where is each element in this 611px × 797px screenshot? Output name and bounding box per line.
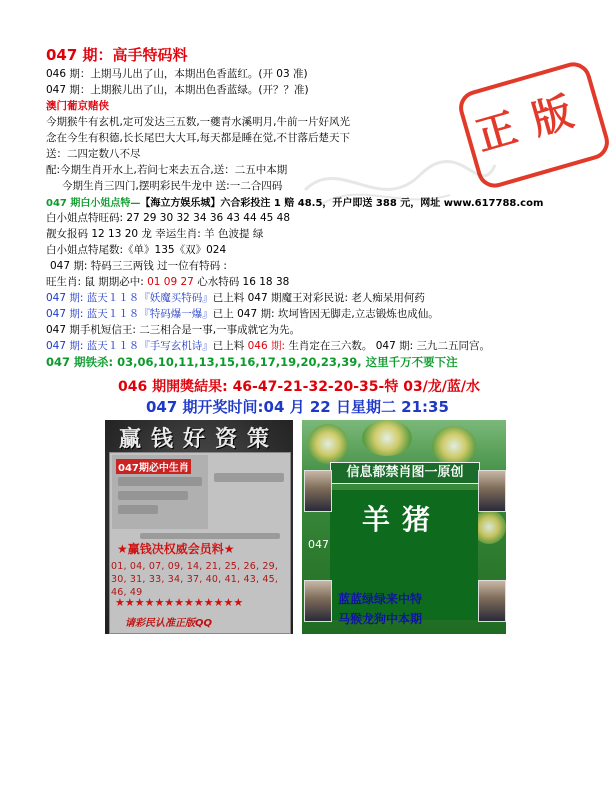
poem-line-1: 今期猴牛有玄机,定可发达三五数,一夔青水溪明月,牛前一片好风光 xyxy=(46,116,351,128)
blue-sky-link-1[interactable]: 047 期: 蓝天１１８『妖魔买特码』 xyxy=(46,292,213,304)
lucky-zodiac-numbers-line xyxy=(46,274,289,289)
blurred-text xyxy=(118,491,188,500)
flower-decoration xyxy=(432,426,476,466)
lucky-zodiac-label: 旺生肖: 鼠 期期必中: xyxy=(46,276,148,288)
blue-sky-text-1: 已上料 047 期魔王对彩民说: 老人痴呆用何药 xyxy=(212,292,425,304)
section-heading-macau: 澳门葡京赌侠 xyxy=(46,100,109,112)
ad-line-text: 【海立方娱乐城】六合彩投注 1 赔 48.5，开户即送 388 元，网址 www.617788.com xyxy=(140,198,544,209)
sms-king-line: 047 期手机短信王: 二三相合是一事,一事成就它为先。 xyxy=(46,324,301,336)
zodiac-prediction-line: 马猴龙狗中本期 xyxy=(338,612,423,626)
page-title: 047 期：高手特码料 xyxy=(46,46,188,64)
poem-line-3: 送：二四定数八不尽 xyxy=(46,148,141,160)
qq-footer: 请彩民认准正版QQ xyxy=(125,618,213,629)
heart-numbers: 心水特码 16 18 38 xyxy=(197,276,290,288)
strategy-subtitle: 047期必中生肖 xyxy=(116,459,191,474)
blue-sky-link-3[interactable]: 047 期: 蓝天１１８『手写玄机诗』 xyxy=(46,340,213,352)
blue-sky-line-1 xyxy=(46,290,425,305)
blue-sky-link-2[interactable]: 047 期: 蓝天１１８『特码爆一爆』 xyxy=(46,308,213,320)
blurred-text xyxy=(214,473,284,482)
blue-sky-line-2 xyxy=(46,306,439,321)
portrait-image xyxy=(304,580,332,622)
blurred-text xyxy=(118,477,202,486)
draw-time-line: 047 期开奖时间:04 月 22 日星期二 21:35 xyxy=(146,398,449,416)
lucky-zodiac-line: 靓女报码 12 13 20 龙 幸运生肖: 羊 色波提 绿 xyxy=(46,228,264,240)
blue-sky-line-3 xyxy=(46,338,490,353)
blue-sky-text-3a: 已上料 xyxy=(212,340,248,352)
poem-line-4: 配:今期生肖开水上,若问七来去五合,送：二五中本期 xyxy=(46,164,288,176)
special-code-line: 047 期: 特码三三两钱 过一位有特码 : xyxy=(50,260,227,272)
zodiac-prediction: 羊猪 xyxy=(362,503,443,536)
flower-decoration xyxy=(308,424,348,464)
line-047-prediction: 047 期：上期猴儿出了山，本期出色香蓝绿。(开？？准) xyxy=(46,84,309,96)
original-picture-panel xyxy=(302,420,506,634)
poem-line-2: 念在今生有积德,长长尾巴大大耳,每天都是睡在觉,不甘落后楚天下 xyxy=(46,132,351,144)
faint-dragon-watermark xyxy=(300,150,500,220)
flower-decoration xyxy=(362,420,412,456)
member-numbers: 01, 04, 07, 09, 14, 21, 25, 26, 29, 30, 31, 33, 34, 37, 40, 41, 43, 45, 46, 49 xyxy=(111,561,279,598)
authentic-stamp: 正版 xyxy=(455,58,611,192)
portrait-image xyxy=(478,470,506,512)
blue-sky-text-3c: 生肖定在三六数。 047 期: 三九二五同宫。 xyxy=(285,340,490,352)
portrait-image xyxy=(478,580,506,622)
tail-numbers-line: 白小姐点特尾数:《单》135《双》024 xyxy=(46,244,227,256)
blue-sky-text-3b: 046 期: xyxy=(247,340,286,352)
strategy-zodiac-box xyxy=(112,455,208,529)
original-picture-title: 信息都禁肖图一原创 xyxy=(330,462,480,484)
hot-numbers-line: 白小姐点特旺码: 27 29 30 32 34 36 43 44 45 48 xyxy=(46,212,291,224)
issue-number: 047 xyxy=(308,538,329,551)
member-banner: ★赢钱决权威会员料★ xyxy=(117,542,235,556)
ad-line-prefix: 047 期白小姐点特— xyxy=(46,198,141,209)
results-line: 046 期開獎結果: 46-47-21-32-20-35-特 03/龙/蓝/水 xyxy=(118,379,481,395)
strategy-panel xyxy=(105,420,293,634)
star-rating-row: ★★★★★★★★★★★★★ xyxy=(115,596,244,609)
portrait-image xyxy=(304,470,332,512)
color-prediction-line: 蓝蓝绿绿来中特 xyxy=(338,592,423,606)
blurred-text xyxy=(118,505,158,514)
kill-numbers-line: 047 期铁杀: 03,06,10,11,13,15,16,17,19,20,23,39, 这里千万不要下注 xyxy=(46,355,458,369)
blurred-text xyxy=(140,533,280,539)
blue-sky-text-2: 已上 047 期: 坎坷皆因无脚走,立志锻炼也成仙。 xyxy=(212,308,439,320)
poem-line-5: 今期生肖三四门,摆明彩民牛龙中 送:一二合四码 xyxy=(62,180,283,192)
strategy-panel-title: 赢钱好资策 xyxy=(118,426,279,452)
line-046-result: 046 期：上期马儿出了山，本期出色香蓝红。(开 03 准) xyxy=(46,68,308,80)
must-hit-numbers: 01 09 27 xyxy=(147,276,198,288)
